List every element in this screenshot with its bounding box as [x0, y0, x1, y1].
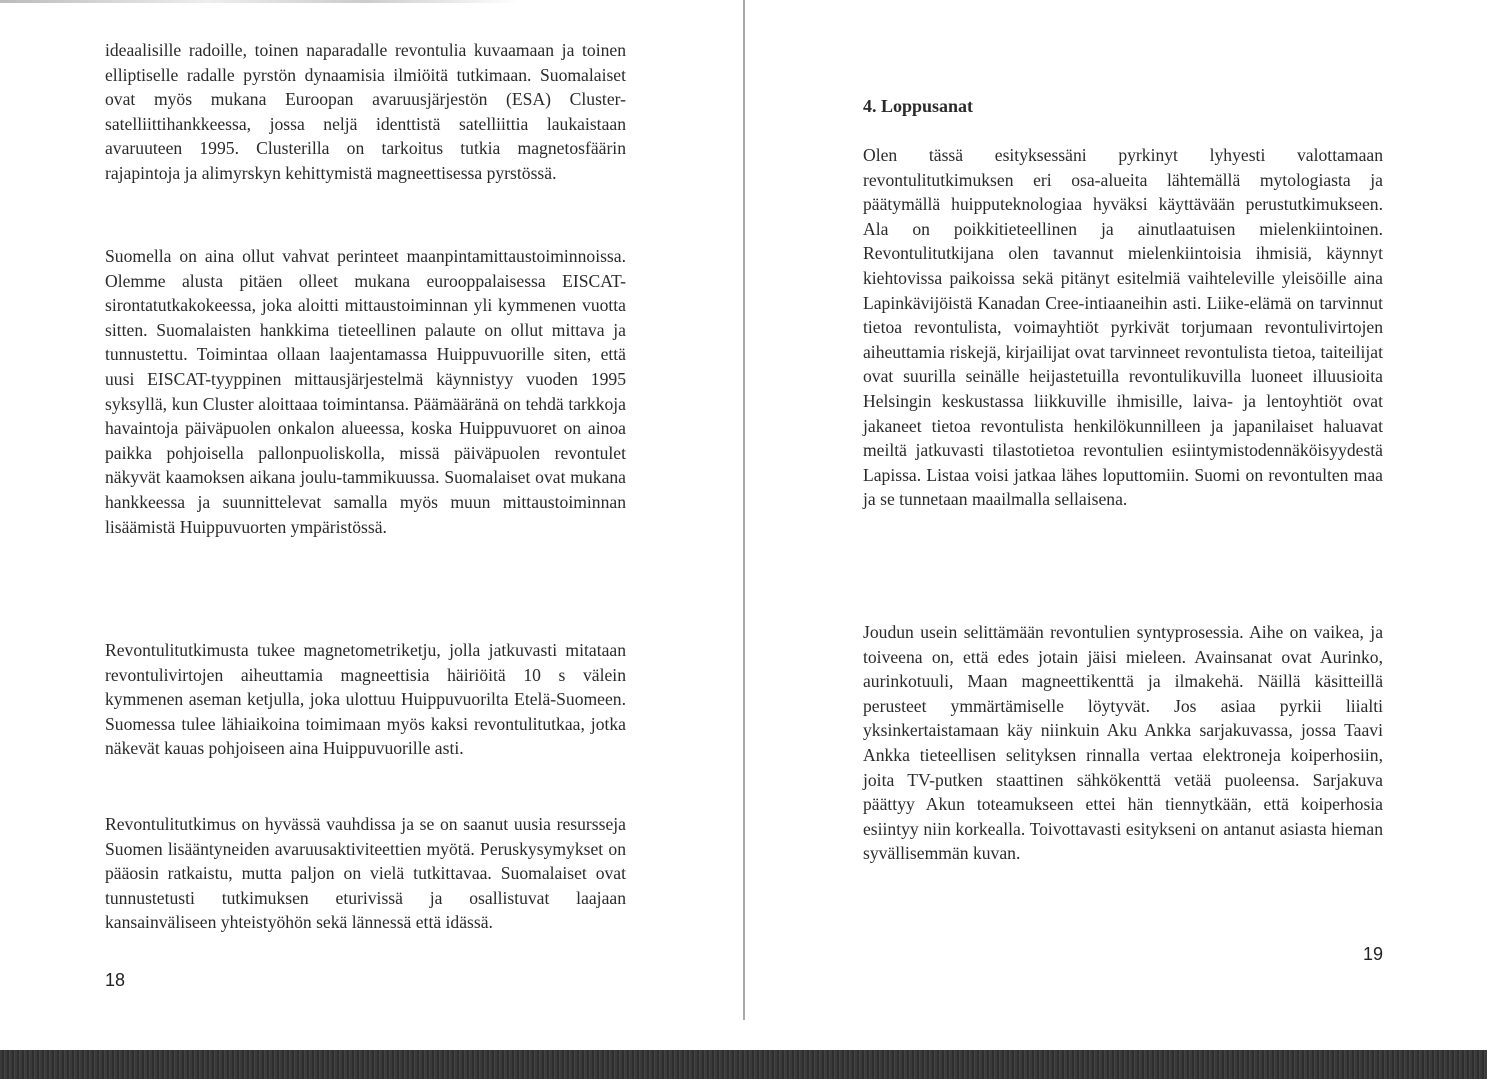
- right-paragraph-1: Olen tässä esityksessäni pyrkinyt lyhyesti valottamaan revontulitutkimuksen eri osa-alueita lähtemällä mytologiasta ja päätymällä huipputeknologiaa hyväksi käyttävään perustutkimukseen. Ala on poikkitieteellinen ja ainutlaatuisen mielenkiintoinen. Revontulitutkijana olen tavannut mielenkiintoisia ihmisiä, käynnyt kiehtovissa paikoissa sekä pitänyt esitelmiä vaihteleville yleisöille aina Lapinkävijöistä Kanadan Cree-intiaaneihin asti. Liike-elämä on tarvinnut tietoa revontulista, voimayhtiöt pyrkivät torjumaan revontulivirtojen aiheuttamia riskejä, kirjailijat ovat tarvinneet revontulista tietoa, taiteilijat ovat suurilla seinälle heijastetuilla revontulikuvilla luoneet illuusioita Helsingin keskustassa liikkuville ihmisille, laiva- ja lentoyhtiöt ovat jakaneet tietoa revontulista henkilökunnilleen ja japanilaiset haluavat meiltä jatkuvasti tilastotietoa revontulien esiintymistodennäköisyydestä Lapissa. Listaa voisi jatkaa lähes loputtomiin. Suomi on revontulten maa ja se tunnetaan maailmalla sellaisena.: [863, 145, 1383, 510]
- left-paragraph-1: ideaalisille radoille, toinen naparadalle revontulia kuvaamaan ja toinen elliptiselle radalle pyrstön dynaamisia ilmiöitä tutkimaan. Suomalaiset ovat myös mukana Euroopan avaruusjärjestön (ESA) Cluster-satelliittihankkeessa, jossa neljä identtistä satelliittia laukaistaan avaruuteen 1995. Clusterilla on tarkoitus tutkia magnetosfäärin rajapintoja ja alimyrskyn kehittymistä magneettisessa pyrstössä.: [105, 40, 626, 183]
- page-number-left: 18: [105, 970, 126, 990]
- left-paragraph-2: Suomella on aina ollut vahvat perinteet maanpintamittaustoiminnoissa. Olemme alusta pitäen olleet mukana eurooppalaisessa EISCAT-sirontatutkakokeessa, joka aloitti mittaustoiminnan yli kymmenen vuotta sitten. Suomalaisten hankkima tieteellinen palaute on ollut mittava ja tunnustettu. Toimintaa ollaan laajentamassa Huippuvuorille siten, että uusi EISCAT-tyyppinen mittausjärjestelmä käynnistyy vuoden 1995 syksyllä, kun Cluster aloittaaa toimintansa. Päämääränä on tehdä tarkkoja havaintoja päiväpuolen onkalon alueessa, koska Huippuvuoret on ainoa paikka pohjoisella pallonpuoliskolla, missä päiväpuolen revontulet näkyvät kaamoksen aikana joulu-tammikuussa. Suomalaiset ovat mukana hankkeessa ja suunnittelevat samalla myös muun mittaustoiminnan lisäämistä Huippuvuorten ympäristössä.: [105, 246, 626, 537]
- book-spine: [743, 0, 745, 1020]
- page-number-right: 19: [1362, 944, 1383, 964]
- right-paragraph-2: Joudun usein selittämään revontulien syntyprosessia. Aihe on vaikea, ja toiveena on, että edes jotain jäisi mieleen. Avainsanat ovat Aurinko, aurinkotuuli, Maan magneettikenttä ja ilmakehä. Näillä käsitteillä perusteet ymmärtämiselle löytyvät. Jos asiaa pyrkii liialti yksinkertaistamaan käy niinkuin Aku Ankka sarjakuvassa, jossa Taavi Ankka tieteellisen selityksen rinnalla vertaa elektroneja koiperhosiin, joita TV-putken staattinen sähkökenttä vetää puoleensa. Sarjakuva päättyy Akun toteamukseen ettei hän tiennytkään, että koiperhosia esiintyy niin korkealla. Toivottavasti esitykseni on antanut asiasta hieman syvällisemmän kuvan.: [863, 622, 1383, 864]
- scanner-background-band: [0, 1050, 1487, 1079]
- section-heading: 4. Loppusanat: [863, 96, 974, 116]
- scan-top-edge: [0, 0, 520, 3]
- left-paragraph-3: Revontulitutkimusta tukee magnetometriketju, jolla jatkuvasti mitataan revontulivirtojen aiheuttamia magneettisia häiriöitä 10 s välein kymmenen aseman ketjulla, joka ulottuu Huippuvuorilta Etelä-Suomeen. Suomessa tulee lähiaikoina toimimaan myös kaksi revontulitutkaa, jotka näkevät kauas pohjoiseen aina Huippuvuorille asti.: [105, 640, 626, 759]
- left-paragraph-4: Revontulitutkimus on hyvässä vauhdissa ja se on saanut uusia resursseja Suomen lisääntyneiden avaruusaktiviteettien myötä. Peruskysymykset on pääosin ratkaistu, mutta paljon on vielä tutkittavaa. Suomalaiset ovat tunnustetusti tutkimuksen eturivissä ja osallistuvat laajaan kansainväliseen yhteistyöhön sekä lännessä että idässä.: [105, 814, 626, 933]
